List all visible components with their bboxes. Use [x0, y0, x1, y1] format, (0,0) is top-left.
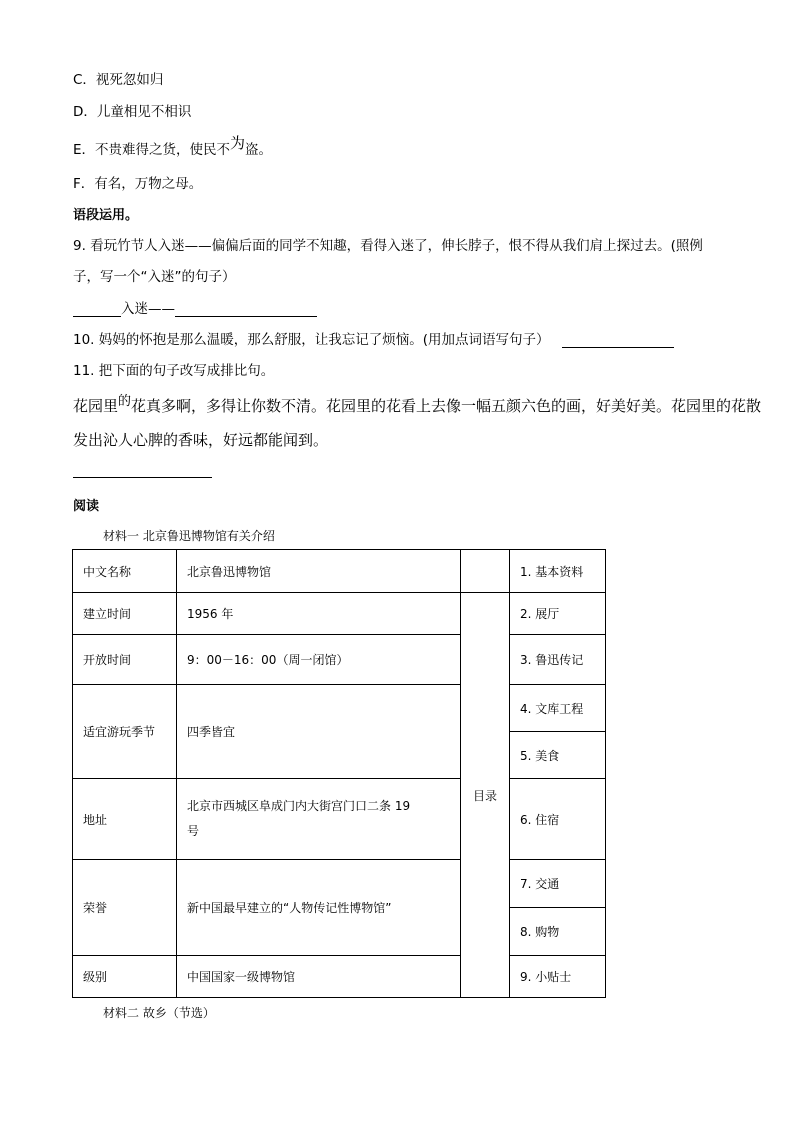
material-2-title: 材料二 故乡（节选）: [103, 1006, 215, 1020]
toc-item: 1. 基本资料: [510, 550, 606, 593]
option-f: F．有名，万物之母。: [73, 176, 203, 192]
row-label: 适宜游玩季节: [73, 685, 177, 779]
answer-blank[interactable]: [73, 302, 121, 317]
option-c: C．视死忽如归: [73, 72, 164, 88]
row-value: 四季皆宜: [177, 685, 461, 779]
answer-blank[interactable]: [73, 477, 212, 478]
table-row: [73, 779, 606, 860]
row-label: 中文名称: [73, 550, 177, 593]
question-11-prompt: 11. 把下面的句子改写成排比句。: [73, 363, 275, 379]
row-value: 新中国最早建立的“人物传记性博物馆”: [177, 860, 461, 956]
toc-item: 4. 文库工程: [510, 685, 606, 732]
address-line: 北京市西城区阜成门内大街宫门口二条 19: [187, 799, 411, 813]
row-label: 荣誉: [73, 860, 177, 956]
row-value: 中国国家一级博物馆: [177, 956, 461, 998]
table-row: [73, 956, 606, 998]
row-value: [177, 779, 461, 860]
table-row: [73, 593, 606, 635]
row-label: 开放时间: [73, 635, 177, 685]
answer-blank[interactable]: [562, 333, 674, 348]
question-9-answer: [73, 297, 317, 317]
table-row: [73, 550, 606, 593]
option-e-end: 盗。: [245, 142, 273, 158]
toc-item: 6. 住宿: [510, 779, 606, 860]
row-value: 北京鲁迅博物馆: [177, 550, 461, 593]
address-line: 号: [187, 824, 200, 838]
question-11-text: 花真多啊，多得让你数不清。花园里的花看上去像一幅五颜六色的画，好美好美。花园里的花散: [131, 397, 762, 415]
option-d: D．儿童相见不相识: [73, 104, 192, 120]
question-9-line2: 子，写一个“入迷”的句子）: [73, 269, 236, 285]
answer-blank[interactable]: [175, 302, 317, 317]
option-e-marked-char: 为: [230, 134, 246, 152]
question-11-text-line1: [73, 395, 761, 416]
table-row: [73, 860, 606, 908]
row-label: 级别: [73, 956, 177, 998]
question-11-text-line2: 发出沁人心脾的香味，好远都能闻到。: [73, 431, 329, 449]
row-label: 地址: [73, 779, 177, 860]
row-value: 1956 年: [177, 593, 461, 635]
question-11-text: 花园里: [73, 397, 119, 415]
row-value: 9：00－16：00（周一闭馆）: [177, 635, 461, 685]
question-10-text: 10. 妈妈的怀抱是那么温暖，那么舒服，让我忘记了烦恼。(用加点词语写句子）: [73, 332, 550, 348]
answer-example: 入迷——: [121, 301, 175, 317]
toc-label: 目录: [461, 593, 510, 998]
toc-item: 5. 美食: [510, 732, 606, 779]
toc-item: 7. 交通: [510, 860, 606, 908]
section-heading-reading: 阅读: [73, 499, 100, 514]
toc-item: 2. 展厅: [510, 593, 606, 635]
material-1-title: 材料一 北京鲁迅博物馆有关介绍: [103, 529, 275, 543]
table-row: [73, 685, 606, 732]
option-e-text: E．不贵难得之货，使民不: [73, 142, 231, 158]
toc-item: 3. 鲁迅传记: [510, 635, 606, 685]
question-9-line1: 9. 看玩竹节人入迷——偏偏后面的同学不知趣，看得入迷了，伸长脖子，恨不得从我们肩上探过去。(照例: [73, 238, 703, 254]
table-row: [73, 635, 606, 685]
empty-cell: [461, 550, 510, 593]
option-e: [73, 134, 273, 159]
toc-item: 9. 小贴士: [510, 956, 606, 998]
question-10: [73, 328, 674, 348]
museum-info-table: [72, 549, 606, 998]
question-11-marked-char: 的: [118, 394, 132, 409]
section-heading-language: 语段运用。: [73, 208, 139, 223]
row-label: 建立时间: [73, 593, 177, 635]
toc-item: 8. 购物: [510, 908, 606, 956]
